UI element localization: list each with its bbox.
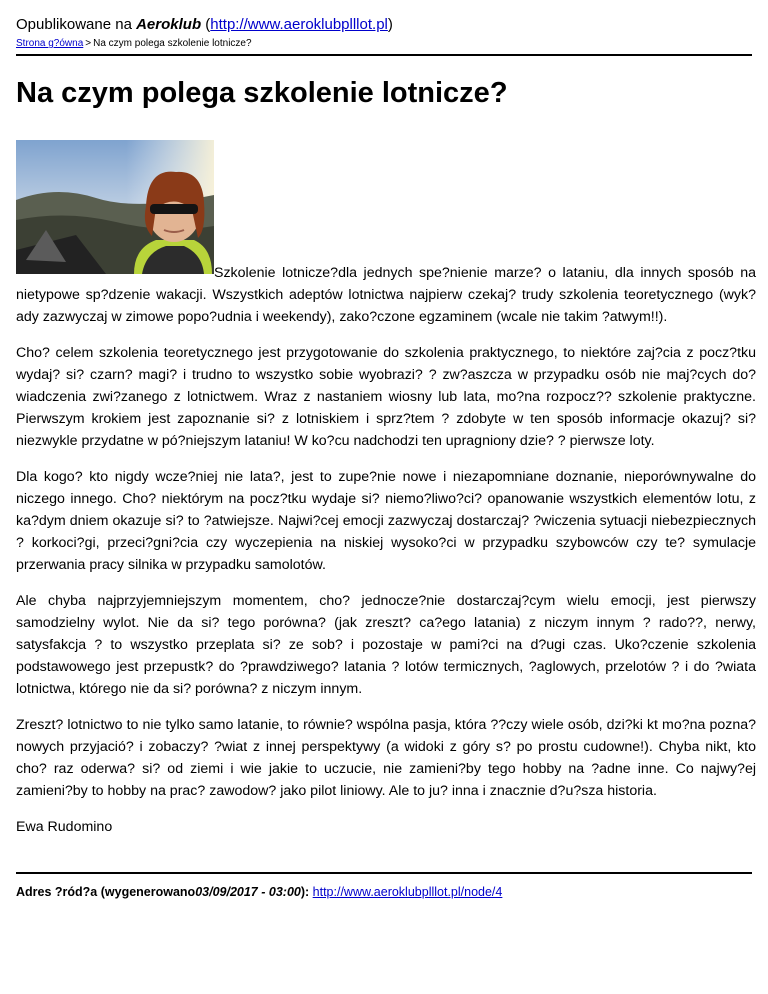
- article-paragraph-5: Zreszt? lotnictwo to nie tylko samo latanie, to równie? wspólna pasja, która ??czy wiele osób, dzi?ki kt mo?na pozna? nowych przyjació? i zobaczy? ?wiat z innej perspektywy (a widoki z góry s? po prostu cudowne!). Chyba nikt, kto cho? raz oderwa? si? od ziemi i wie jakie to uczucie, nie zamieni?by tego hobby na ?adne inne. Co najwy?ej zamieni?by to hobby na prac? zawodow? jako pilot liniowy. Ale to ju? inna i znacznie d?u?sza historia.: [16, 717, 756, 799]
- url-close-paren: ): [387, 16, 393, 33]
- published-prefix: Opublikowane na: [16, 16, 137, 33]
- header-divider: [16, 54, 752, 56]
- footer-divider: [16, 872, 752, 874]
- site-url-link[interactable]: http://www.aeroklubplllot.pl: [210, 16, 388, 33]
- source-label-close: ):: [300, 885, 313, 899]
- breadcrumb-home-link[interactable]: Strona g?ówna: [16, 38, 84, 49]
- paragraph-text: Szkolenie lotnicze?dla jednych spe?nienie marze? o lataniu, dla innych sposób na nietypowe sp?dzenie wakacji. Wszystkich adeptów lotnictwa najpierw czekaj? trudy szkolenia teoretycznego (wyk?ady zazwyczaj w zimowe popo?udnia i weekendy), zako?czone egzaminem (wcale nie takim ?atwym!!).: [16, 265, 756, 325]
- source-label: Adres ?ród?a (wygenerowano: [16, 885, 196, 899]
- url-open-paren: (: [201, 16, 211, 33]
- site-name: Aeroklub: [136, 16, 202, 33]
- article-paragraph-3: Dla kogo? kto nigdy wcze?niej nie lata?, jest to zupe?nie nowe i niezapomniane doznanie, nieporównywalne do niczego innego. Cho? niektórym na pocz?tku wydaje si? niemo?liwo?ci? opanowanie wszystkich elementów lotu, z ka?dym dniem okazuje si? to ?atwiejsze. Najwi?cej emocji zazwyczaj dostarczaj? ?wiczenia sytuacji niebezpiecznych ? korkoci?gi, przeci?gni?cia czy wyczepienia na niskiej wysoko?ci w przypadku szybowców czy te? symulacje przerwania pracy silnika w przypadku samolotów.: [16, 469, 756, 573]
- article-paragraph-4: Ale chyba najprzyjemniejszym momentem, cho? jednocze?nie dostarczaj?cym wielu emocji, jest pierwszy samodzielny wylot. Nie da si? tego porówna? (jak zreszt? ca?ego latania) z niczym innym ? rado??, nerwy, satysfakcja ? to wszystko przeplata si? ze sob? i pozostaje w pami?ci na d?ugi czas. Uko?czenie szkolenia podstawowego jest przepustk? do ?prawdziwego? latania ? lotów termicznych, ?aglowych, przelotów ? i do ?wiata lotnictwa, którego nie da si? porówna? z niczym innym.: [16, 593, 756, 697]
- breadcrumb-separator-icon: >: [85, 38, 92, 49]
- article-photo: [16, 140, 214, 274]
- breadcrumb: [16, 38, 252, 49]
- article-body: [16, 262, 756, 852]
- article-paragraph-2: Cho? celem szkolenia teoretycznego jest przygotowanie do szkolenia praktycznego, to niektóre zaj?cia z pocz?tku wydaj? si? czarn? magi? i trudno to wszystko sobie wyobrazi? ? zw?aszcza w przypadku osób nie maj?cych do?wiadczenia zwi?zanego z lotnictwem. Wraz z nastaniem wiosny lub lata, mo?na rozpocz?? szkolenie praktyczne. Pierwszym krokiem jest zapoznanie si? z lotniskiem i sprz?tem ? zdobyte w ten sposób informacje okazuj? si? niezwykle przydatne w pó?niejszym lataniu! W ko?cu nadchodzi ten upragniony dzie? ? pierwsze loty.: [16, 345, 756, 449]
- source-url-link[interactable]: http://www.aeroklubplllot.pl/node/4: [312, 885, 503, 899]
- article-paragraph-1: [16, 262, 756, 328]
- published-on-line: [16, 16, 393, 33]
- source-address: [16, 885, 502, 899]
- article-author: Ewa Rudomino: [16, 819, 113, 835]
- generated-date: 03/09/2017 - 03:00: [195, 885, 301, 899]
- breadcrumb-current: Na czym polega szkolenie lotnicze?: [93, 38, 252, 49]
- page-title: Na czym polega szkolenie lotnicze?: [16, 77, 508, 109]
